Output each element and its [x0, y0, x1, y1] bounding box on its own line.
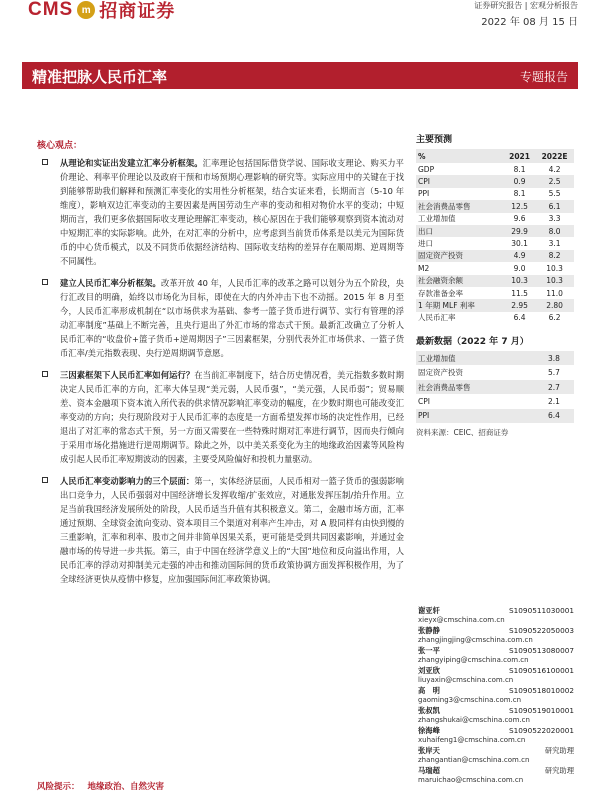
analyst-entry	[418, 706, 574, 724]
table-cell: 5.7	[548, 368, 560, 378]
table-row	[416, 213, 574, 225]
table-cell: 存款准备金率	[418, 288, 463, 298]
analyst-email[interactable]: xuhaifeng1@cmschina.com.cn	[418, 736, 526, 744]
table-cell: 6.1	[535, 200, 574, 212]
table-cell: 进口	[418, 239, 433, 249]
header-meta	[474, 0, 578, 28]
analyst-email[interactable]: zhangyiping@cmschina.com.cn	[418, 656, 529, 664]
table-cell: PPI	[416, 409, 534, 423]
analyst-name: 张叔凯	[418, 706, 440, 715]
square-bullet-icon	[42, 371, 48, 377]
forecast-table	[416, 149, 574, 324]
table-cell: 社会融资余额	[416, 275, 504, 287]
table-cell: 30.1	[511, 239, 528, 249]
table-cell: 8.1	[513, 189, 526, 199]
table-cell: 工业增加值	[416, 351, 534, 365]
table-cell: 2.7	[534, 380, 574, 394]
table-cell: 8.1	[513, 164, 526, 174]
page-title: 精准把脉人民币汇率	[32, 68, 168, 86]
paragraph-lead: 人民币汇率变动影响力的三个层面：	[60, 476, 195, 486]
analyst-name: 高 明	[418, 686, 440, 695]
table-cell: 2.95	[504, 299, 535, 311]
analyst-email[interactable]: zhangjingjing@cmschina.com.cn	[418, 636, 533, 644]
table-cell: 2.5	[535, 175, 574, 187]
forecast-title: 主要预测	[416, 135, 453, 145]
table-cell: CPI	[416, 175, 504, 187]
paragraph-body: 第一，实体经济层面，人民币相对一篮子货币的强弱影响出口竞争力，人民币强弱对中国经济增长发挥收缩/扩张效应，对通胀发挥压制/抬升作用。立足当前我国经济发展所处的阶段，人民币适当升值有其积极意义。第二，金融市场方面，汇率通过预期、全球资金流向变动、资本项目三个渠道对利率产生冲击，对 A 股同样有由快到慢的三重影响，汇率和利率、股市之间并非简单因果关系，更可能是受到共同因素影响，并通过金融市场的传导进一步共振。第三，由于中国在经济学意义上的“大国”地位和反向溢出作用，人民币汇率的浮动对抑制美元走强的冲击和推动国际间的货币政策协调方面发挥积极作用，为了全球经济更快从疫情中修复，应加强国际间汇率政策协调。	[60, 476, 404, 584]
core-viewpoints	[40, 156, 404, 594]
analyst-entry	[418, 766, 574, 784]
table-cell: 3.3	[548, 214, 561, 224]
table-cell: 工业增加值	[418, 214, 456, 224]
table-cell: 5.5	[548, 189, 561, 199]
analyst-name: 徐海峰	[418, 726, 440, 735]
table-row	[416, 163, 574, 175]
table-row	[416, 287, 574, 299]
title-banner	[22, 62, 578, 89]
table-row	[416, 175, 574, 187]
table-cell: 10.3	[504, 275, 535, 287]
table-cell: 6.2	[548, 313, 561, 323]
analyst-code: S1090513080007	[509, 646, 574, 655]
table-cell: 社会消费品零售	[416, 200, 504, 212]
latest-table	[416, 351, 574, 423]
table-row	[416, 237, 574, 249]
viewpoint-paragraph	[40, 368, 404, 466]
table-cell: 4.2	[548, 164, 561, 174]
table-row	[416, 380, 574, 394]
paragraph-lead: 从理论和实证出发建立汇率分析框架。	[60, 158, 203, 168]
table-cell: 1 年期 MLF 利率	[416, 299, 504, 311]
table-row	[416, 225, 574, 237]
risk-text: 地缘政治、自然灾害	[87, 782, 165, 792]
latest-title: 最新数据（2022 年 7 月）	[416, 337, 529, 348]
report-category: 证券研究报告 | 宏观分析报告	[474, 1, 578, 10]
paragraph-body: 改革开放 40 年，人民币汇率的改革之路可以划分为五个阶段，央行汇改目的明确，始终以市场化为目标，即使在大的内外冲击下也不动摇。2015 年 8 月至今，人民币汇率形成机制在“以市场供求为基础、参考一篮子货币进行调节、实行有管理的浮动汇率制度”基础上不断完善，且央行退出了外汇市场的常态式干预。最新汇改确立了分析人民币汇率的“收盘价+篮子货币+逆周期因子”三因素框架，分别代表外汇市场供求、一篮子货币汇率/美元指数表现、央行逆周期调节意愿。	[60, 278, 404, 358]
table-cell: 8.2	[535, 250, 574, 262]
paragraph-body: 汇率理论包括国际借贷学说、国际收支理论、购买力平价理论、利率平价理论以及政府干预和市场预期心理影响的研究等。实际应用中的关键在于找到能够帮助我们解释和预测汇率变化的实用性分析框架，结合实证来看，长期而言（5-10 年维度），影响双边汇率变动的主要因素是两国劳动生产率的变动和相对物价水平的变动；中短期而言，我们更多依据国际收支理论理解汇率变动，核心原因在于我们能够观察到资本流动对中短期汇率的实际影响。此外，在对汇率的分析中，应考虑到当前货币体系是以美元为国际货币的中心货币模式，以及不同货币依据经济结构、国际收支结构的差异存在顺周期、逆周期等不同属性。	[60, 158, 404, 266]
table-cell: 固定资产投资	[416, 250, 504, 262]
table-cell: 2.80	[535, 299, 574, 311]
analyst-name: 张一平	[418, 646, 440, 655]
table-row	[416, 299, 574, 311]
paragraph-lead: 三因素框架下人民币汇率如何运行？	[60, 370, 195, 380]
table-cell: 4.9	[504, 250, 535, 262]
logo-cn: 招商证券	[99, 1, 176, 22]
data-source: 资料来源：CEIC、招商证券	[416, 428, 509, 438]
table-cell: GDP	[418, 164, 435, 174]
logo-badge-icon: m	[77, 1, 95, 19]
table-header: 2021	[504, 149, 535, 163]
table-row	[416, 188, 574, 200]
table-row	[416, 275, 574, 287]
report-type: 专题报告	[519, 70, 568, 84]
table-cell: 3.1	[548, 239, 561, 249]
square-bullet-icon	[42, 279, 48, 285]
table-cell: PPI	[418, 189, 430, 199]
analyst-entry	[418, 606, 574, 624]
table-cell: 10.3	[535, 275, 574, 287]
table-cell: 0.9	[504, 175, 535, 187]
analyst-email[interactable]: maruichao@cmschina.com.cn	[418, 776, 524, 784]
square-bullet-icon	[42, 159, 48, 165]
table-cell: CPI	[418, 396, 430, 406]
table-cell: 固定资产投资	[418, 368, 463, 378]
risk-warning	[37, 780, 164, 792]
analyst-entry	[418, 626, 574, 644]
analyst-entry	[418, 666, 574, 684]
analyst-entry	[418, 646, 574, 664]
table-row	[416, 409, 574, 423]
table-cell: 9.0	[513, 263, 526, 273]
table-cell: 3.8	[534, 351, 574, 365]
analyst-code: S1090518010002	[509, 686, 574, 695]
table-cell: 6.4	[534, 409, 574, 423]
analyst-code: S1090511030001	[509, 606, 574, 615]
table-cell: 11.5	[511, 288, 528, 298]
table-cell: 人民币汇率	[418, 313, 456, 323]
table-cell: 10.3	[546, 263, 563, 273]
analyst-code: S1090522050003	[509, 626, 574, 635]
analyst-code: S1090519010001	[509, 706, 574, 715]
report-date: 2022 年 08 月 15 日	[481, 17, 578, 28]
table-row	[416, 365, 574, 379]
table-row	[416, 200, 574, 212]
table-cell: M2	[418, 263, 430, 273]
table-cell: 8.0	[535, 225, 574, 237]
square-bullet-icon	[42, 477, 48, 483]
table-header: %	[416, 149, 504, 163]
analyst-entry	[418, 726, 574, 744]
analyst-code: S1090522020001	[509, 726, 574, 735]
logo-en: CMS	[28, 0, 74, 20]
table-row	[416, 262, 574, 274]
analyst-name: 张岸天	[418, 746, 440, 755]
company-logo	[28, 0, 175, 20]
table-cell: 社会消费品零售	[416, 380, 534, 394]
analyst-code: 研究助理	[544, 746, 574, 755]
analyst-code: 研究助理	[544, 766, 574, 775]
analyst-email[interactable]: zhangshukai@cmschina.com.cn	[418, 716, 530, 724]
analyst-email[interactable]: zhangantian@cmschina.com.cn	[418, 756, 530, 764]
analyst-name: 谢亚轩	[418, 606, 440, 615]
table-cell: 2.1	[548, 396, 560, 406]
table-header: 2022E	[535, 149, 574, 163]
table-cell: 29.9	[504, 225, 535, 237]
analyst-name: 马瑞超	[418, 766, 440, 775]
analyst-email[interactable]: liuyaxin@cmschina.com.cn	[418, 676, 514, 684]
paragraph-lead: 建立人民币汇率分析框架。	[60, 278, 161, 288]
analyst-entry	[418, 686, 574, 704]
table-cell: 12.5	[504, 200, 535, 212]
analyst-entry	[418, 746, 574, 764]
table-cell: 6.4	[513, 313, 526, 323]
viewpoint-paragraph	[40, 156, 404, 268]
analyst-name: 张静静	[418, 626, 440, 635]
analyst-code: S1090516100001	[509, 666, 574, 675]
table-row	[416, 394, 574, 408]
table-cell: 11.0	[546, 288, 563, 298]
core-label: 核心观点：	[37, 141, 83, 151]
table-row	[416, 250, 574, 262]
table-header-row	[416, 149, 574, 163]
risk-label: 风险提示：	[37, 782, 80, 792]
table-row	[416, 351, 574, 365]
analyst-email[interactable]: gaoming3@cmschina.com.cn	[418, 696, 522, 704]
analyst-email[interactable]: xieyx@cmschina.com.cn	[418, 616, 505, 624]
table-cell: 9.6	[513, 214, 526, 224]
analyst-list	[418, 606, 574, 786]
paragraph-body: 在当前汇率制度下，结合历史情况看，美元指数多数时期决定人民币汇率的方向，汇率大体呈现“美元弱，人民币强”，“美元强，人民币弱”；贸易顺差、资本金融项下资本流入所代表的供求情况影响汇率变动的幅度，在少数时期也可能改变汇率变动的方向；央行现阶段对于人民币汇率的态度是一方面希望发挥市场的决定性作用，已经退出了对汇率的常态式干预，另一方面又需要在一些特殊时期对汇率进行调节，因而央行倾向于采用市场化措施进行逆周期调节。除此之外，以中美关系变化为主的地缘政治因素等风险构成引起人民币汇率短期波动的因素，主要受风险偏好和投机力量驱动。	[60, 370, 404, 464]
viewpoint-paragraph	[40, 276, 404, 360]
table-row	[416, 312, 574, 324]
sidebar	[416, 132, 574, 438]
viewpoint-paragraph	[40, 474, 404, 586]
table-cell: 出口	[416, 225, 504, 237]
analyst-name: 刘亚欣	[418, 666, 440, 675]
